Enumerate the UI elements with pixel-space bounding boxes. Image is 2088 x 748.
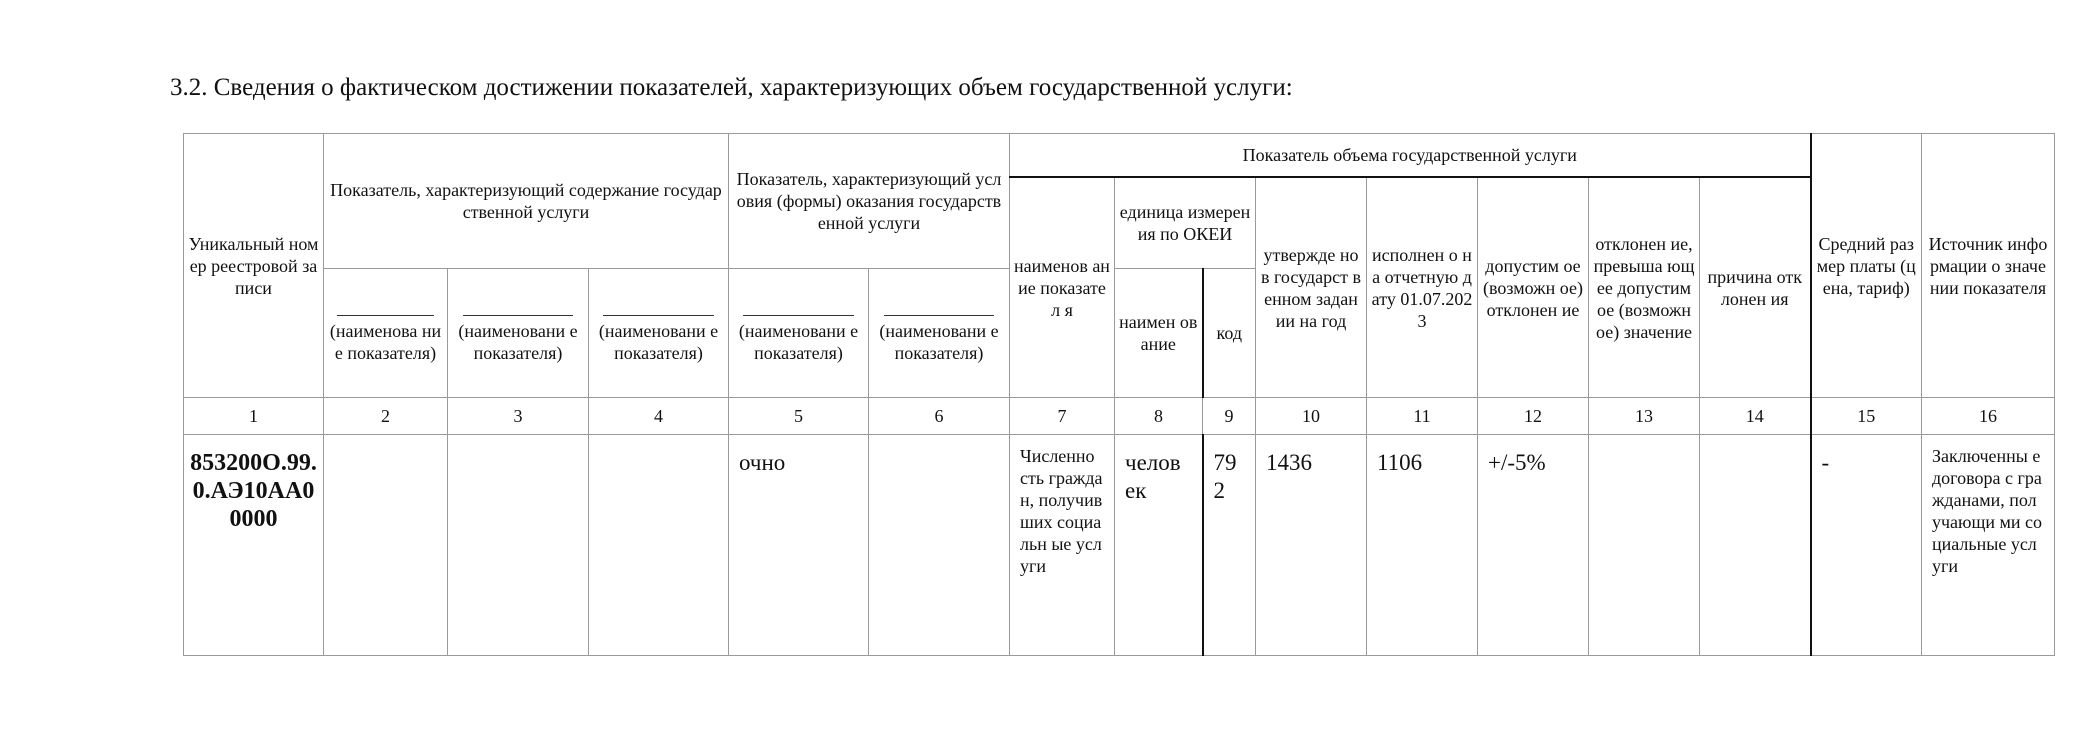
cell-indicator-name: Численно сть граждан, получив ших социальн ые услуги: [1010, 435, 1115, 656]
cell-exceeding-deviation: [1589, 435, 1700, 656]
header-unit-okei: единица измерения по ОКЕИ: [1115, 177, 1256, 269]
col-number: 5: [729, 398, 869, 435]
header-content-indicator: Показатель, характеризующий содержание государственной услуги: [324, 134, 729, 269]
header-col2-name: [324, 269, 448, 398]
header-col2-label: (наименова ние показателя): [329, 320, 442, 363]
header-deviation-reason: причина отклонен ия: [1700, 177, 1811, 398]
col-number: 13: [1589, 398, 1700, 435]
col-number: 7: [1010, 398, 1115, 435]
header-allowed-deviation: допустим ое (возможн ое) отклонен ие: [1478, 177, 1589, 398]
header-col6-label: (наименовани е показателя): [879, 320, 999, 363]
blank-line: [603, 303, 713, 316]
col-number: 15: [1811, 398, 1922, 435]
header-col4-name: [589, 269, 729, 398]
header-col4-label: (наименовани е показателя): [598, 320, 719, 363]
col-number: 12: [1478, 398, 1589, 435]
header-col5-name: [729, 269, 869, 398]
header-approved: утвержде но в государст венном задании на год: [1256, 177, 1367, 398]
col-number: 14: [1700, 398, 1811, 435]
header-col6-name: [869, 269, 1010, 398]
cell-unit-code: 792: [1203, 435, 1256, 656]
blank-line: [337, 303, 434, 316]
header-indicator-name: наименов ание показател я: [1010, 177, 1115, 398]
header-col3-name: [448, 269, 589, 398]
volume-indicators-table: [183, 133, 2055, 656]
header-col5-label: (наименовани е показателя): [738, 320, 859, 363]
unique-record-number: 853200О.99.0.АЭ10АА00000: [184, 435, 324, 656]
header-average-fee: Средний размер платы (цена, тариф): [1811, 134, 1922, 398]
header-unit-code: код: [1203, 269, 1256, 398]
cell-allowed-deviation: +/-5%: [1478, 435, 1589, 656]
col-number: 11: [1367, 398, 1478, 435]
blank-line: [743, 303, 853, 316]
col-number: 9: [1203, 398, 1256, 435]
col-number: 2: [324, 398, 448, 435]
header-unit-name: наимен ование: [1115, 269, 1203, 398]
col-number: 1: [184, 398, 324, 435]
cell-deviation-reason: [1700, 435, 1811, 656]
col-number: 16: [1922, 398, 2055, 435]
col-number: 3: [448, 398, 589, 435]
blank-line: [463, 303, 574, 316]
cell-info-source: Заключенны е договора с гражданами, получающи ми социальные услуги: [1922, 435, 2055, 656]
header-volume-indicator: Показатель объема государственной услуги: [1010, 134, 1811, 178]
cell-executed: 1106: [1367, 435, 1478, 656]
column-numbers-row: [184, 398, 2055, 435]
header-col3-label: (наименовани е показателя): [458, 320, 578, 363]
header-conditions-indicator: Показатель, характеризующий условия (формы) оказания государственной услуги: [729, 134, 1010, 269]
page-heading: 3.2. Сведения о фактическом достижении показателей, характеризующих объем государственной услуги:: [170, 74, 1293, 101]
header-exceeding-deviation: отклонен ие, превыша ющее допустим ое (возможн ое) значение: [1589, 177, 1700, 398]
cell-col4: [589, 435, 729, 656]
cell-col6: [869, 435, 1010, 656]
cell-unit-name: челов ек: [1115, 435, 1203, 656]
header-executed: исполнен о на отчетную дату 01.07.202 3: [1367, 177, 1478, 398]
cell-col2: [324, 435, 448, 656]
cell-approved: 1436: [1256, 435, 1367, 656]
cell-col3: [448, 435, 589, 656]
cell-average-fee: -: [1811, 435, 1922, 656]
col-number: 4: [589, 398, 729, 435]
col-number: 8: [1115, 398, 1203, 435]
blank-line: [884, 303, 995, 316]
header-unique-record: Уникальный номер реестровой записи: [184, 134, 324, 398]
header-info-source: Источник информации о значении показателя: [1922, 134, 2055, 398]
col-number: 10: [1256, 398, 1367, 435]
table-row: [184, 435, 2055, 656]
col-number: 6: [869, 398, 1010, 435]
cell-form-value: очно: [729, 435, 869, 656]
